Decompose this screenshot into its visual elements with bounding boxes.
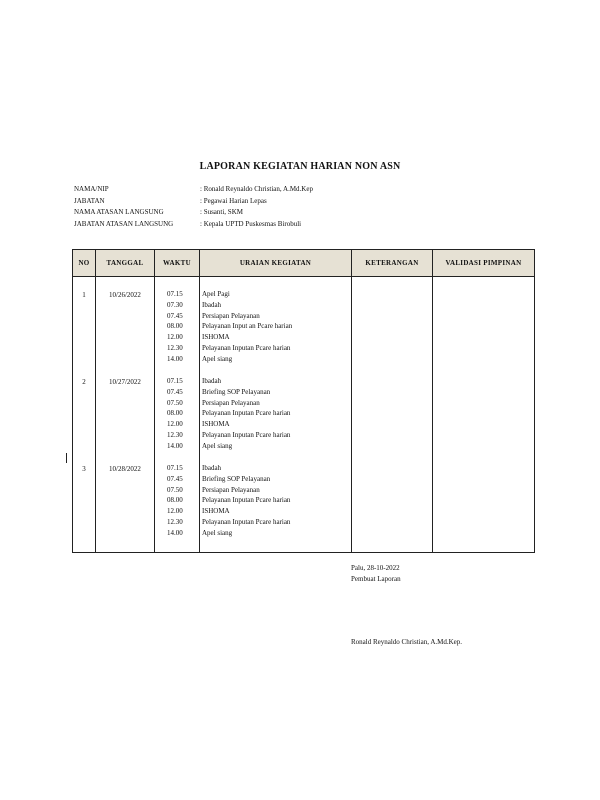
- table-header-row: [73, 250, 535, 277]
- time-value: 07.45: [167, 387, 183, 396]
- entry-no: 3: [82, 465, 86, 473]
- activity-item: Apel siang: [202, 528, 233, 537]
- time-list: [155, 376, 199, 452]
- info-row-supervisor: [74, 207, 313, 219]
- table-body-row: [73, 277, 535, 553]
- time-value: 14.00: [167, 528, 183, 537]
- activity-item: Briefing SOP Pelayanan: [202, 387, 271, 396]
- activity-item: Ibadah: [202, 377, 222, 385]
- entry-no: 1: [82, 291, 86, 299]
- time-value: 07.15: [167, 464, 183, 472]
- time-value: 07.45: [167, 311, 183, 320]
- time-value: 07.50: [167, 485, 183, 494]
- header-uraian: URAIAN KEGIATAN: [200, 250, 352, 277]
- activity-table: [72, 249, 535, 553]
- info-value: : Kepala UPTD Puskesmas Birobuli: [200, 219, 302, 228]
- signature-role: Pembuat Laporan: [351, 575, 401, 583]
- time-value: 07.15: [167, 377, 183, 385]
- info-row-position: [74, 196, 313, 208]
- entry-date: 10/28/2022: [109, 465, 141, 473]
- info-label: JABATAN: [74, 196, 105, 205]
- cell-activity: [200, 277, 352, 553]
- activity-item: Pelayanan Input an Pcare harian: [202, 322, 293, 331]
- time-value: 07.45: [167, 474, 183, 483]
- time-value: 07.30: [167, 300, 183, 309]
- activity-item: ISHOMA: [202, 333, 230, 342]
- signature-name: Ronald Reynaldo Christian, A.Md.Kep.: [351, 638, 463, 646]
- info-row-name: [74, 184, 313, 196]
- time-value: 12.30: [167, 517, 183, 526]
- activity-list: [200, 289, 351, 365]
- activity-item: ISHOMA: [202, 420, 230, 429]
- activity-item: Ibadah: [202, 300, 222, 309]
- activity-item: Persiapan Pelayanan: [202, 398, 260, 407]
- activity-item: Apel Pagi: [202, 290, 230, 298]
- activity-list: [200, 376, 351, 452]
- info-value: : Susanti, SKM: [200, 208, 243, 216]
- entry-date: 10/27/2022: [109, 378, 141, 386]
- header-no: NO: [73, 250, 96, 277]
- activity-item: Persiapan Pelayanan: [202, 485, 260, 494]
- info-label: NAMA/NIP: [74, 185, 109, 193]
- activity-item: Pelayanan Inputan Pcare harian: [202, 430, 291, 439]
- activity-list: [200, 463, 351, 539]
- time-list: [155, 289, 199, 365]
- activity-item: Apel siang: [202, 441, 233, 450]
- info-label: JABATAN ATASAN LANGSUNG: [74, 219, 174, 228]
- cell-no: [73, 277, 96, 553]
- header-tanggal: TANGGAL: [96, 250, 155, 277]
- activity-item: Pelayanan Inputan Pcare harian: [202, 409, 291, 418]
- entry-no: 2: [82, 378, 86, 386]
- employee-info: [74, 184, 313, 230]
- report-title: LAPORAN KEGIATAN HARIAN NON ASN: [199, 161, 401, 172]
- info-row-supervisor-position: [74, 219, 313, 231]
- cell-date: [96, 277, 155, 553]
- time-value: 07.15: [167, 290, 183, 298]
- cell-time: [155, 277, 200, 553]
- info-label: NAMA ATASAN LANGSUNG: [74, 208, 164, 216]
- activity-item: Pelayanan Inputan Pcare harian: [202, 343, 291, 352]
- time-value: 12.00: [167, 507, 183, 516]
- header-keterangan: KETERANGAN: [352, 250, 433, 277]
- activity-item: Persiapan Pelayanan: [202, 311, 260, 320]
- activity-item: Pelayanan Inputan Pcare harian: [202, 517, 291, 526]
- text-cursor-mark: [66, 453, 67, 463]
- activity-item: Ibadah: [202, 464, 222, 472]
- info-value: : Pegawai Harian Lepas: [200, 196, 267, 205]
- time-value: 12.30: [167, 430, 183, 439]
- time-value: 07.50: [167, 398, 183, 407]
- time-value: 08.00: [167, 496, 183, 505]
- info-value: : Ronald Reynaldo Christian, A.Md.Kep: [200, 185, 313, 193]
- signature-place-date: Palu, 28-10-2022: [351, 564, 400, 572]
- header-waktu: WAKTU: [155, 250, 200, 277]
- time-value: 12.00: [167, 420, 183, 429]
- time-value: 14.00: [167, 441, 183, 450]
- header-validasi: VALIDASI PIMPINAN: [433, 250, 535, 277]
- cell-keterangan: [352, 277, 433, 553]
- time-value: 14.00: [167, 354, 183, 363]
- time-list: [155, 463, 199, 539]
- signature-block: [351, 563, 401, 585]
- time-value: 08.00: [167, 409, 183, 418]
- activity-item: Pelayanan Inputan Pcare harian: [202, 496, 291, 505]
- activity-item: Briefing SOP Pelayanan: [202, 474, 271, 483]
- cell-validasi: [433, 277, 535, 553]
- time-value: 12.00: [167, 333, 183, 342]
- activity-item: ISHOMA: [202, 507, 230, 516]
- time-value: 08.00: [167, 322, 183, 331]
- activity-item: Apel siang: [202, 354, 233, 363]
- entry-date: 10/26/2022: [109, 291, 141, 299]
- time-value: 12.30: [167, 343, 183, 352]
